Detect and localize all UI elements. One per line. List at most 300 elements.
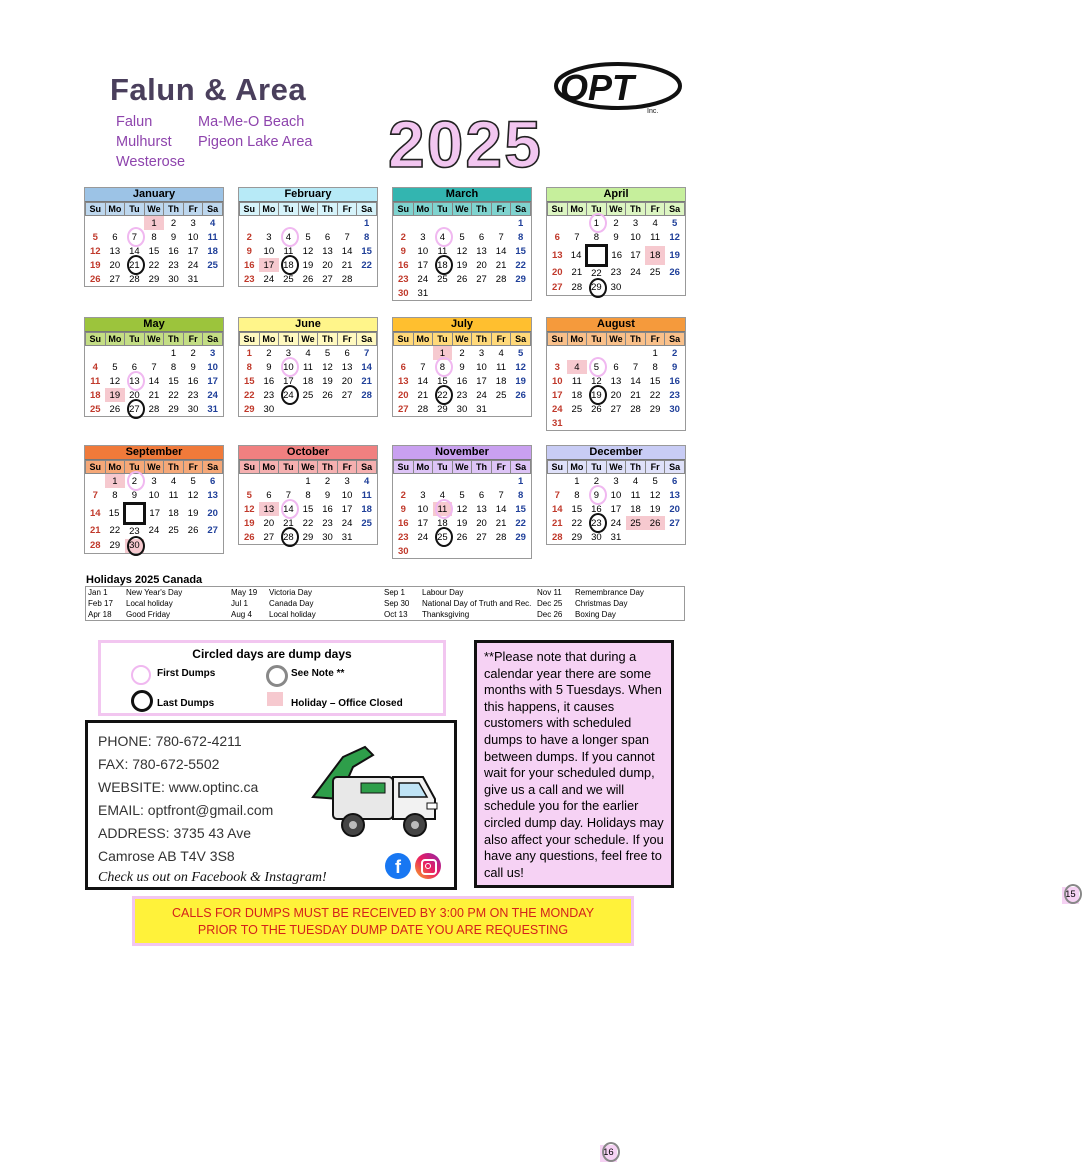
contact-address: ADDRESS: 3735 43 Ave — [98, 825, 251, 841]
opt-logo — [552, 60, 682, 116]
holiday-row — [86, 609, 684, 620]
calendar-day: 2 — [394, 230, 414, 244]
weekday-header: Sa — [357, 461, 377, 474]
calendar-day: 15 — [511, 244, 531, 258]
calendar-day: 11 — [491, 360, 511, 374]
weekday-header: Su — [240, 333, 260, 346]
calendar-day: 20 — [105, 258, 125, 272]
weekday-header: We — [298, 461, 318, 474]
calendar-day: 12 — [105, 374, 125, 388]
calendar-empty-cell — [298, 216, 318, 231]
calendar-day: 24 — [606, 516, 626, 530]
calendar-day: 16 — [259, 374, 279, 388]
calendar-day: 24 — [626, 265, 646, 281]
legend-see-note-label: See Note ** — [291, 668, 344, 679]
calendar-day: 1 — [511, 216, 531, 231]
legend-first-label: First Dumps — [157, 668, 215, 679]
calendar-day: 25 — [491, 388, 511, 402]
calendar-empty-cell — [587, 416, 607, 430]
weekday-header: Su — [240, 461, 260, 474]
calendar-empty-cell — [357, 530, 377, 544]
weekday-header: Sa — [665, 203, 685, 216]
town-name: Westerose — [116, 152, 198, 172]
calendar-empty-cell — [491, 474, 511, 489]
month-calendar-january — [84, 187, 224, 287]
calendar-day: 2 — [318, 474, 338, 489]
month-name: August — [547, 318, 685, 332]
calendar-day: 4 — [491, 346, 511, 361]
calendar-day: 15 — [433, 374, 453, 388]
calendar-day: 21 — [491, 516, 511, 530]
calendar-day: 23 — [665, 388, 685, 402]
calendar-empty-cell — [567, 216, 587, 231]
calendar-empty-cell — [413, 544, 433, 558]
month-name: January — [85, 188, 223, 202]
calendar-day: 29 — [298, 530, 318, 544]
calendar-day: 21 — [86, 523, 106, 539]
calendar-empty-cell — [511, 402, 531, 416]
calendar-empty-cell — [86, 216, 106, 231]
calendar-empty-cell — [665, 530, 685, 544]
weekday-header: Th — [472, 461, 492, 474]
calendar-empty-cell — [567, 416, 587, 430]
calendar-day: 20 — [318, 258, 338, 272]
calendar-day: 1 — [511, 474, 531, 489]
calendar-day: 9 — [587, 488, 607, 502]
weekday-header: Fr — [645, 461, 665, 474]
calendar-day: 14 — [491, 502, 511, 516]
calendar-day: 4 — [164, 474, 184, 489]
calendar-empty-cell — [665, 281, 685, 295]
calendar-day: 25 — [626, 516, 646, 530]
weekday-header: Sa — [357, 203, 377, 216]
calendar-empty-cell — [645, 416, 665, 430]
calendar-day: 20 — [665, 502, 685, 516]
calendar-day: 13 — [318, 244, 338, 258]
social-tagline: Check us out on Facebook & Instagram! — [98, 870, 327, 886]
see-note-circle-icon — [266, 665, 288, 687]
calendar-day: 10 — [144, 488, 164, 504]
calendar-day: 18 — [86, 388, 106, 402]
calendar-day: 2 — [259, 346, 279, 361]
weekday-header: Th — [318, 333, 338, 346]
calendar-day: 9 — [183, 360, 203, 374]
calendar-empty-cell — [433, 474, 453, 489]
calendar-day: 12 — [240, 502, 260, 516]
calendar-day: 28 — [548, 530, 568, 544]
calendar-day: 28 — [125, 272, 145, 286]
calendar-day: 23 — [394, 530, 414, 544]
weekday-header: Su — [86, 203, 106, 216]
town-name: Falun — [116, 112, 198, 132]
calendar-day: 16 — [606, 246, 626, 266]
calendar-empty-cell — [86, 346, 106, 361]
calendar-day: 13 — [105, 244, 125, 258]
calendar-empty-cell — [491, 544, 511, 558]
weekday-header: Fr — [491, 333, 511, 346]
calendar-day: 29 — [164, 402, 184, 416]
calendar-day: 27 — [606, 402, 626, 416]
calendar-day: 16 — [665, 374, 685, 388]
calendar-day: 8 — [105, 488, 125, 504]
calendar-day: 4 — [203, 216, 223, 231]
calendar-day: 17 — [472, 374, 492, 388]
weekday-header: Su — [86, 333, 106, 346]
month-calendar-march — [392, 187, 532, 301]
calendar-day: 7 — [567, 230, 587, 246]
weekday-header: We — [144, 333, 164, 346]
calendar-day: 5 — [587, 360, 607, 374]
calendar-day: 21 — [626, 388, 646, 402]
weekday-header: Sa — [203, 333, 223, 346]
calendar-empty-cell — [472, 544, 492, 558]
calendar-day: 2 — [240, 230, 260, 244]
calendar-day: 30 — [394, 286, 414, 300]
calendar-day: 12 — [298, 244, 318, 258]
calendar-day: 10 — [606, 488, 626, 502]
calendar-day: 11 — [567, 374, 587, 388]
calendar-empty-cell — [413, 474, 433, 489]
calendar-day: 15 — [645, 374, 665, 388]
calendar-day: 7 — [337, 230, 357, 244]
holiday-date: Feb 17 — [86, 598, 124, 609]
weekday-header: Mo — [105, 203, 125, 216]
calendar-day: 14 — [491, 244, 511, 258]
calendar-day: 10 — [626, 230, 646, 246]
weekday-header: We — [606, 203, 626, 216]
calendar-day: 12 — [665, 230, 685, 246]
calendar-day: 3 — [413, 488, 433, 502]
calendar-day: 11 — [298, 360, 318, 374]
calendar-empty-cell — [357, 402, 377, 416]
calendar-day: 6 — [394, 360, 414, 374]
holiday-name: Thanksgiving — [420, 609, 535, 620]
calendar-day: 23 — [452, 388, 472, 402]
calendar-day: 31 — [548, 416, 568, 430]
weekday-header: Mo — [259, 203, 279, 216]
calendar-day: 7 — [357, 346, 377, 361]
calendar-day: 24 — [472, 388, 492, 402]
calendar-day: 4 — [626, 474, 646, 489]
calendar-day: 1 — [433, 346, 453, 361]
facebook-icon[interactable]: f — [385, 853, 411, 879]
last-dump-circle-icon — [131, 690, 153, 712]
holiday-name: Christmas Day — [573, 598, 684, 609]
calendar-day: 7 — [491, 488, 511, 502]
logo-text: OPT — [560, 67, 637, 108]
weekday-header: We — [144, 203, 164, 216]
calendar-empty-cell — [626, 416, 646, 430]
calendar-empty-cell — [279, 402, 299, 416]
holiday-date: Oct 13 — [382, 609, 420, 620]
calendar-day: 7 — [125, 230, 145, 244]
calendar-empty-cell — [240, 216, 260, 231]
calendar-empty-cell — [413, 216, 433, 231]
calendar-day: 27 — [125, 402, 145, 416]
weekday-header: Tu — [587, 461, 607, 474]
calendar-day: 11 — [645, 230, 665, 246]
calendar-empty-cell — [433, 286, 453, 300]
calendar-day: 14 — [279, 502, 299, 516]
calendar-empty-cell — [259, 474, 279, 489]
weekday-header: Mo — [567, 461, 587, 474]
calendar-day: 19 — [298, 258, 318, 272]
calendar-day: 21 — [548, 516, 568, 530]
calendar-day: 24 — [183, 258, 203, 272]
weekday-header: Sa — [203, 461, 223, 474]
calendar-day: 27 — [203, 523, 223, 539]
weekday-header: Tu — [433, 333, 453, 346]
calendar-day: 26 — [452, 272, 472, 286]
weekday-header: Mo — [105, 461, 125, 474]
calendar-day: 19 — [587, 388, 607, 402]
calendar-empty-cell — [337, 402, 357, 416]
calendar-day: 4 — [433, 488, 453, 502]
legend-box — [98, 640, 446, 716]
calendar-day: 21 — [491, 258, 511, 272]
calendar-day: 3 — [626, 216, 646, 231]
weekday-header: Th — [626, 461, 646, 474]
calendar-day: 31 — [606, 530, 626, 544]
calendar-day: 14 — [357, 360, 377, 374]
calendar-day: 24 — [144, 523, 164, 539]
calendar-empty-cell — [394, 216, 414, 231]
calendar-day: 3 — [413, 230, 433, 244]
holidays-table — [85, 586, 685, 621]
calendar-empty-cell — [626, 346, 646, 361]
calendar-empty-cell — [318, 216, 338, 231]
weekday-header: Fr — [491, 461, 511, 474]
calendar-day: 18 — [298, 374, 318, 388]
weekday-header: Sa — [203, 203, 223, 216]
calendar-day: 4 — [86, 360, 106, 374]
weekday-header: Fr — [183, 333, 203, 346]
calendar-day: 31 — [183, 272, 203, 286]
calendar-day: 19 — [665, 246, 685, 266]
instagram-icon[interactable] — [415, 853, 441, 879]
calendar-day: 3 — [472, 346, 492, 361]
holiday-name: National Day of Truth and Rec. — [420, 598, 535, 609]
weekday-header: Fr — [337, 203, 357, 216]
calendar-day: 8 — [645, 360, 665, 374]
calendar-day: 8 — [240, 360, 260, 374]
calendar-day: 2 — [164, 216, 184, 231]
calendar-empty-cell — [105, 346, 125, 361]
weekday-header: Sa — [665, 461, 685, 474]
calendar-day: 11 — [626, 488, 646, 502]
calendar-day: 6 — [472, 488, 492, 502]
calendar-day: 9 — [394, 244, 414, 258]
calendar-day: 1 — [587, 216, 607, 231]
weekday-header: Mo — [413, 203, 433, 216]
contact-website: WEBSITE: www.optinc.ca — [98, 779, 258, 795]
calendar-day: 21 — [144, 388, 164, 402]
weekday-header: Th — [318, 203, 338, 216]
holiday-date: Nov 11 — [535, 587, 573, 598]
calendar-day: 13 — [125, 374, 145, 388]
calendar-day: 15 — [1061, 886, 1081, 906]
holidays-title: Holidays 2025 Canada — [86, 574, 202, 586]
calendar-day: 22 — [357, 258, 377, 272]
holiday-name: Boxing Day — [573, 609, 684, 620]
page-title: Falun & Area — [110, 72, 306, 108]
calendar-day: 31 — [413, 286, 433, 300]
calendar-day: 29 — [240, 402, 260, 416]
calendar-day: 19 — [452, 516, 472, 530]
calendar-day: 7 — [491, 230, 511, 244]
calendar-day: 3 — [144, 474, 164, 489]
calendar-day: 18 — [567, 388, 587, 402]
calendar-day: 28 — [86, 539, 106, 553]
calendar-day: 15 — [298, 502, 318, 516]
calendar-day: 22 — [587, 265, 607, 281]
calendar-day: 11 — [86, 374, 106, 388]
calendar-empty-cell — [472, 474, 492, 489]
calendar-day: 15 — [144, 244, 164, 258]
calendar-day: 10 — [413, 502, 433, 516]
holiday-date: Sep 30 — [382, 598, 420, 609]
calendar-day: 5 — [86, 230, 106, 244]
calendar-day: 5 — [452, 488, 472, 502]
calendar-day: 11 — [357, 488, 377, 502]
calendar-day: 17 — [259, 258, 279, 272]
calendar-day: 30 — [394, 544, 414, 558]
calendar-day: 5 — [298, 230, 318, 244]
calendar-day: 9 — [606, 230, 626, 246]
calendar-empty-cell — [472, 216, 492, 231]
calendar-day: 3 — [259, 230, 279, 244]
month-name: November — [393, 446, 531, 460]
calendar-day: 22 — [144, 258, 164, 272]
calendar-day: 9 — [259, 360, 279, 374]
calendar-day: 28 — [357, 388, 377, 402]
weekday-header: Sa — [511, 461, 531, 474]
calendar-empty-cell — [105, 216, 125, 231]
calendar-day: 30 — [318, 530, 338, 544]
calendar-day: 7 — [548, 488, 568, 502]
month-calendar-december — [546, 445, 686, 545]
calendar-day: 15 — [105, 504, 125, 524]
calendar-day: 12 — [452, 244, 472, 258]
calendar-empty-cell — [645, 530, 665, 544]
calendar-day: 24 — [413, 272, 433, 286]
calendar-day: 26 — [665, 265, 685, 281]
calendar-empty-cell — [259, 216, 279, 231]
calendar-day: 26 — [298, 272, 318, 286]
calendar-day: 1 — [164, 346, 184, 361]
calendar-day: 28 — [567, 281, 587, 295]
calendar-day: 19 — [240, 516, 260, 530]
calendar-day: 13 — [606, 374, 626, 388]
calendar-day: 9 — [665, 360, 685, 374]
calendar-day: 1 — [645, 346, 665, 361]
month-calendar-may — [84, 317, 224, 417]
calendar-day: 14 — [125, 244, 145, 258]
weekday-header: Th — [164, 461, 184, 474]
calendar-day: 5 — [105, 360, 125, 374]
calendar-day: 23 — [125, 523, 145, 539]
contact-box — [85, 720, 457, 890]
month-name: April — [547, 188, 685, 202]
holiday-name: New Year's Day — [124, 587, 229, 598]
calendar-day: 5 — [452, 230, 472, 244]
calendar-day: 20 — [125, 388, 145, 402]
calendar-day: 30 — [665, 402, 685, 416]
calendar-day: 20 — [606, 388, 626, 402]
calendar-day: 16 — [318, 502, 338, 516]
calendar-day: 16 — [587, 502, 607, 516]
calendar-day: 6 — [337, 346, 357, 361]
calendar-day: 17 — [606, 502, 626, 516]
calendar-empty-cell — [394, 474, 414, 489]
calendar-day: 17 — [626, 246, 646, 266]
calendar-day: 29 — [105, 539, 125, 553]
calendar-day: 30 — [452, 402, 472, 416]
month-name: October — [239, 446, 377, 460]
weekday-header: Fr — [183, 461, 203, 474]
weekday-header: Sa — [357, 333, 377, 346]
calendar-day: 26 — [645, 516, 665, 530]
holiday-date: Aug 4 — [229, 609, 267, 620]
calendar-day: 17 — [144, 504, 164, 524]
month-calendar-february — [238, 187, 378, 287]
calendar-day: 15 — [357, 244, 377, 258]
weekday-header: Su — [394, 333, 414, 346]
month-calendar-october — [238, 445, 378, 545]
calendar-day: 2 — [394, 488, 414, 502]
calendar-day: 5 — [665, 216, 685, 231]
calendar-day: 27 — [259, 530, 279, 544]
calendar-day: 24 — [259, 272, 279, 286]
calendar-day: 21 — [413, 388, 433, 402]
calendar-day: 17 — [183, 244, 203, 258]
town-name: Pigeon Lake Area — [198, 134, 312, 150]
calendar-empty-cell — [452, 474, 472, 489]
holiday-name: Victoria Day — [267, 587, 382, 598]
weekday-header: Th — [164, 203, 184, 216]
calendar-day: 26 — [183, 523, 203, 539]
calendar-day: 23 — [606, 265, 626, 281]
calendar-day: 30 — [587, 530, 607, 544]
contact-city: Camrose AB T4V 3S8 — [98, 848, 235, 864]
legend-holiday-label: Holiday – Office Closed — [291, 698, 403, 709]
calendar-day: 8 — [433, 360, 453, 374]
calendar-day: 6 — [665, 474, 685, 489]
calendar-day: 18 — [433, 258, 453, 272]
calendar-day: 1 — [144, 216, 164, 231]
calendar-day: 28 — [491, 272, 511, 286]
weekday-header: Su — [240, 203, 260, 216]
calendar-day: 12 — [86, 244, 106, 258]
weekday-header: We — [452, 461, 472, 474]
calendar-day: 17 — [413, 516, 433, 530]
calendar-day: 9 — [318, 488, 338, 502]
calendar-day: 6 — [548, 230, 568, 246]
calendar-empty-cell — [357, 272, 377, 286]
calendar-day: 13 — [665, 488, 685, 502]
calendar-day: 30 — [259, 402, 279, 416]
calendar-day: 10 — [548, 374, 568, 388]
calendar-day: 29 — [567, 530, 587, 544]
weekday-header: Su — [86, 461, 106, 474]
calendar-empty-cell — [164, 539, 184, 553]
calendar-day: 2 — [606, 216, 626, 231]
weekday-header: Fr — [337, 461, 357, 474]
weekday-header: Mo — [413, 333, 433, 346]
calendar-day: 17 — [548, 388, 568, 402]
calendar-day: 6 — [203, 474, 223, 489]
calendar-day: 13 — [472, 502, 492, 516]
